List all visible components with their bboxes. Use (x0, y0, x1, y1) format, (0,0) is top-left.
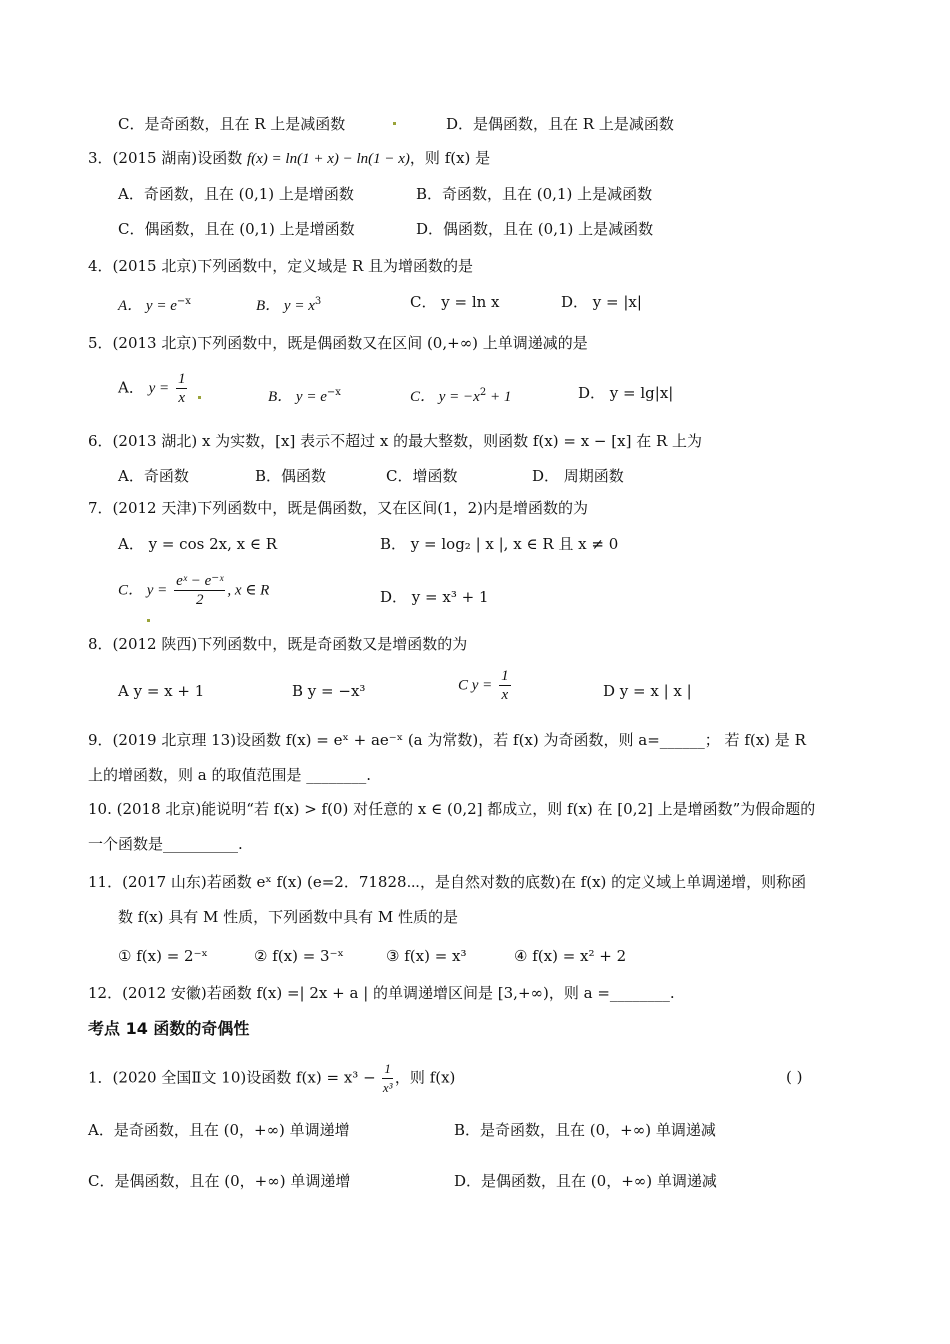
q6-option-c: C．增函数 (386, 467, 458, 485)
question-8-stem: 8．(2012 陕西)下列函数中，既是奇函数又是增函数的为 (88, 635, 468, 653)
q5-option-d: D． y = lg|x| (578, 384, 674, 402)
q7-option-c: C． y = $\frac{\text{eˣ − e⁻ˣ}}{2}$ , x ∈ R (118, 573, 270, 608)
q11-option-1: ① f(x) = 2⁻ˣ (118, 947, 208, 965)
question-9-line-1: 9．(2019 北京理 13)设函数 f(x) = eˣ + ae⁻ˣ (a 为常数)，若 f(x) 为奇函数，则 a=______； 若 f(x) 是 R (88, 731, 806, 749)
question-7-stem: 7．(2012 天津)下列函数中，既是偶函数，又在区间(1，2)内是增函数的为 (88, 499, 588, 517)
section-question-1-stem: 1．(2020 全国Ⅱ文 10)设函数 f(x) = x³ − $\frac{1}{\text{x³}}$ ，则 f(x) (88, 1061, 456, 1095)
answer-bracket: ( ) (786, 1068, 803, 1086)
decorative-dot (393, 122, 396, 125)
s1-option-c: C．是偶函数，且在 (0，+∞) 单调递增 (88, 1172, 351, 1190)
s1-option-b: B．是奇函数，且在 (0，+∞) 单调递减 (454, 1121, 716, 1139)
q3-prefix: 3．(2015 湖南)设函数 (88, 149, 243, 167)
q7-option-b: B． y = log₂ | x |, x ∈ R 且 x ≠ 0 (380, 535, 619, 553)
question-4-stem: 4．(2015 北京)下列函数中，定义域是 R 且为增函数的是 (88, 257, 474, 275)
q6-option-d: D． 周期函数 (532, 467, 624, 485)
q3-option-d: D．偶函数，且在 (0,1) 上是减函数 (416, 220, 654, 238)
q4-option-d: D． y = |x| (561, 293, 642, 311)
q5-a-fraction: $\frac{1}{x}$ (177, 371, 186, 406)
question-5-stem: 5．(2013 北京)下列函数中，既是偶函数又在区间 (0,+∞) 上单调递减的是 (88, 334, 588, 352)
s1-option-d: D．是偶函数，且在 (0，+∞) 单调递减 (454, 1172, 717, 1190)
q5-option-b: B． $y = e^{-x}$ (268, 387, 341, 405)
q7-c-fraction: $\frac{\text{eˣ − e⁻ˣ}}{2}$ (176, 573, 224, 608)
q11-option-3: ③ f(x) = x³ (386, 947, 467, 965)
q3-math: f(x) = ln(1 + x) − ln(1 − x) (246, 151, 410, 167)
q11-option-4: ④ f(x) = x² + 2 (514, 947, 627, 965)
question-9-line-2: 上的增函数，则 a 的取值范围是 ________. (88, 766, 372, 784)
s1-option-a: A．是奇函数，且在 (0，+∞) 单调递增 (88, 1121, 350, 1139)
q5-option-c: C． $y = -x^2 + 1$ (410, 387, 512, 405)
question-11-line-1: 11．(2017 山东)若函数 eˣ f(x) (e=2．71828⋯，是自然对数的底数)在 f(x) 的定义域上单调递增，则称函 (88, 873, 807, 891)
q8-option-a: A y = x + 1 (118, 682, 205, 700)
section-heading: 考点 14 函数的奇偶性 (88, 1019, 250, 1038)
q4-option-b: B． $y = x^3$ (256, 296, 322, 314)
q8-option-c: C y = $\frac{1}{x}$ (458, 668, 509, 703)
q6-option-b: B．偶函数 (255, 467, 327, 485)
question-12: 12．(2012 安徽)若函数 f(x) =| 2x + a | 的单调递增区间是 [3,+∞)，则 a =________. (88, 984, 675, 1002)
q7-option-a: A． y = cos 2x, x ∈ R (118, 535, 278, 553)
q5-option-a: A． y = $\frac{1}{x}$ (118, 371, 186, 406)
question-6-stem: 6．(2013 湖北) x 为实数，[x] 表示不超过 x 的最大整数，则函数 f(x) = x − [x] 在 R 上为 (88, 432, 703, 450)
q3-suffix: ，则 f(x) 是 (409, 149, 491, 167)
q3-option-a: A．奇函数，且在 (0,1) 上是增函数 (118, 185, 354, 203)
q3-option-c: C．偶函数，且在 (0,1) 上是增函数 (118, 220, 355, 238)
q7-option-d: D． y = x³ + 1 (380, 588, 489, 606)
question-3-stem (88, 148, 490, 169)
option-d-top: D．是偶函数，且在 R 上是减函数 (446, 115, 674, 133)
option-c-top: C．是奇函数，且在 R 上是减函数 (118, 115, 346, 133)
q4-option-c: C． y = ln x (410, 293, 500, 311)
question-11-line-2: 数 f(x) 具有 M 性质，下列函数中具有 M 性质的是 (118, 908, 459, 926)
q4-option-a: A． $y = e^{-x}$ (118, 296, 191, 314)
q8-option-b: B y = −x³ (292, 682, 366, 700)
q8-c-fraction: $\frac{1}{x}$ (501, 668, 509, 703)
s1-fraction: $\frac{1}{\text{x³}}$ (382, 1061, 393, 1095)
decorative-dot (147, 619, 150, 622)
q3-option-b: B．奇函数，且在 (0,1) 上是减函数 (416, 185, 653, 203)
q6-option-a: A．奇函数 (118, 467, 189, 485)
question-10-line-2: 一个函数是__________. (88, 835, 243, 853)
q8-option-d: D y = x | x | (603, 682, 692, 700)
q11-option-2: ② f(x) = 3⁻ˣ (254, 947, 344, 965)
decorative-dot (198, 396, 201, 399)
question-10-line-1: 10. (2018 北京)能说明“若 f(x) > f(0) 对任意的 x ∈ (0,2] 都成立，则 f(x) 在 [0,2] 上是增函数”为假命题的 (88, 800, 816, 818)
